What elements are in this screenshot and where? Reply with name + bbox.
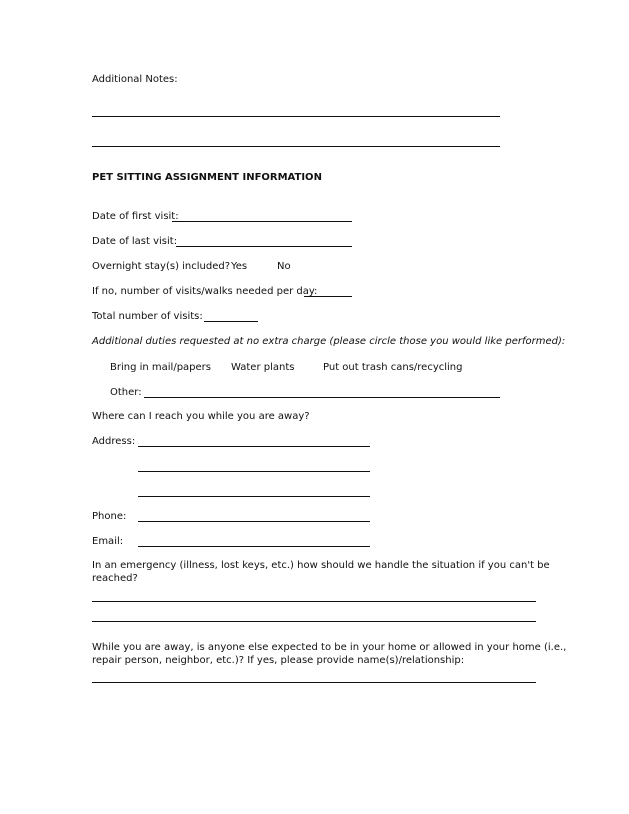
other-duties-label: Other: bbox=[110, 387, 142, 398]
additional-notes-label: Additional Notes: bbox=[92, 74, 178, 85]
duties-instruction: Additional duties requested at no extra charge (please circle those you would like performed): bbox=[92, 336, 566, 347]
address-label: Address: bbox=[92, 436, 136, 447]
section-heading: PET SITTING ASSIGNMENT INFORMATION bbox=[92, 172, 322, 183]
overnight-yes-option[interactable]: Yes bbox=[231, 261, 248, 272]
emergency-question-line-1: In an emergency (illness, lost keys, etc.) how should we handle the situation if you can't be bbox=[92, 560, 550, 571]
others-in-home-question-line-1: While you are away, is anyone else expected to be in your home or allowed in your home (i.e., bbox=[92, 642, 567, 653]
overnight-no-option[interactable]: No bbox=[277, 261, 291, 272]
contact-question: Where can I reach you while you are away? bbox=[92, 411, 310, 422]
phone-input[interactable] bbox=[138, 507, 370, 522]
address-line-1[interactable] bbox=[138, 432, 370, 447]
duty-option-trash[interactable]: Put out trash cans/recycling bbox=[323, 362, 463, 373]
address-line-3[interactable] bbox=[138, 482, 370, 497]
emergency-question-line-2: reached? bbox=[92, 573, 138, 584]
address-line-2[interactable] bbox=[138, 457, 370, 472]
total-visits-label: Total number of visits: bbox=[92, 311, 203, 322]
last-visit-label: Date of last visit: bbox=[92, 236, 178, 247]
first-visit-label: Date of first visit: bbox=[92, 211, 179, 222]
additional-notes-line-2[interactable] bbox=[92, 132, 500, 147]
duty-option-mail[interactable]: Bring in mail/papers bbox=[110, 362, 212, 373]
email-input[interactable] bbox=[138, 532, 370, 547]
others-in-home-answer-line[interactable] bbox=[92, 668, 536, 683]
others-in-home-question-line-2: repair person, neighbor, etc.)? If yes, please provide name(s)/relationship: bbox=[92, 655, 465, 666]
phone-label: Phone: bbox=[92, 511, 127, 522]
email-label: Email: bbox=[92, 536, 124, 547]
first-visit-input[interactable] bbox=[172, 207, 352, 222]
duty-option-plants[interactable]: Water plants bbox=[231, 362, 295, 373]
last-visit-input[interactable] bbox=[176, 232, 352, 247]
emergency-answer-line-2[interactable] bbox=[92, 607, 536, 622]
total-visits-input[interactable] bbox=[204, 307, 258, 322]
visits-per-day-label: If no, number of visits/walks needed per day: bbox=[92, 286, 318, 297]
other-duties-input[interactable] bbox=[144, 383, 500, 398]
additional-notes-line-1[interactable] bbox=[92, 102, 500, 117]
visits-per-day-input[interactable] bbox=[304, 282, 352, 297]
overnight-label: Overnight stay(s) included? bbox=[92, 261, 231, 272]
emergency-answer-line-1[interactable] bbox=[92, 587, 536, 602]
